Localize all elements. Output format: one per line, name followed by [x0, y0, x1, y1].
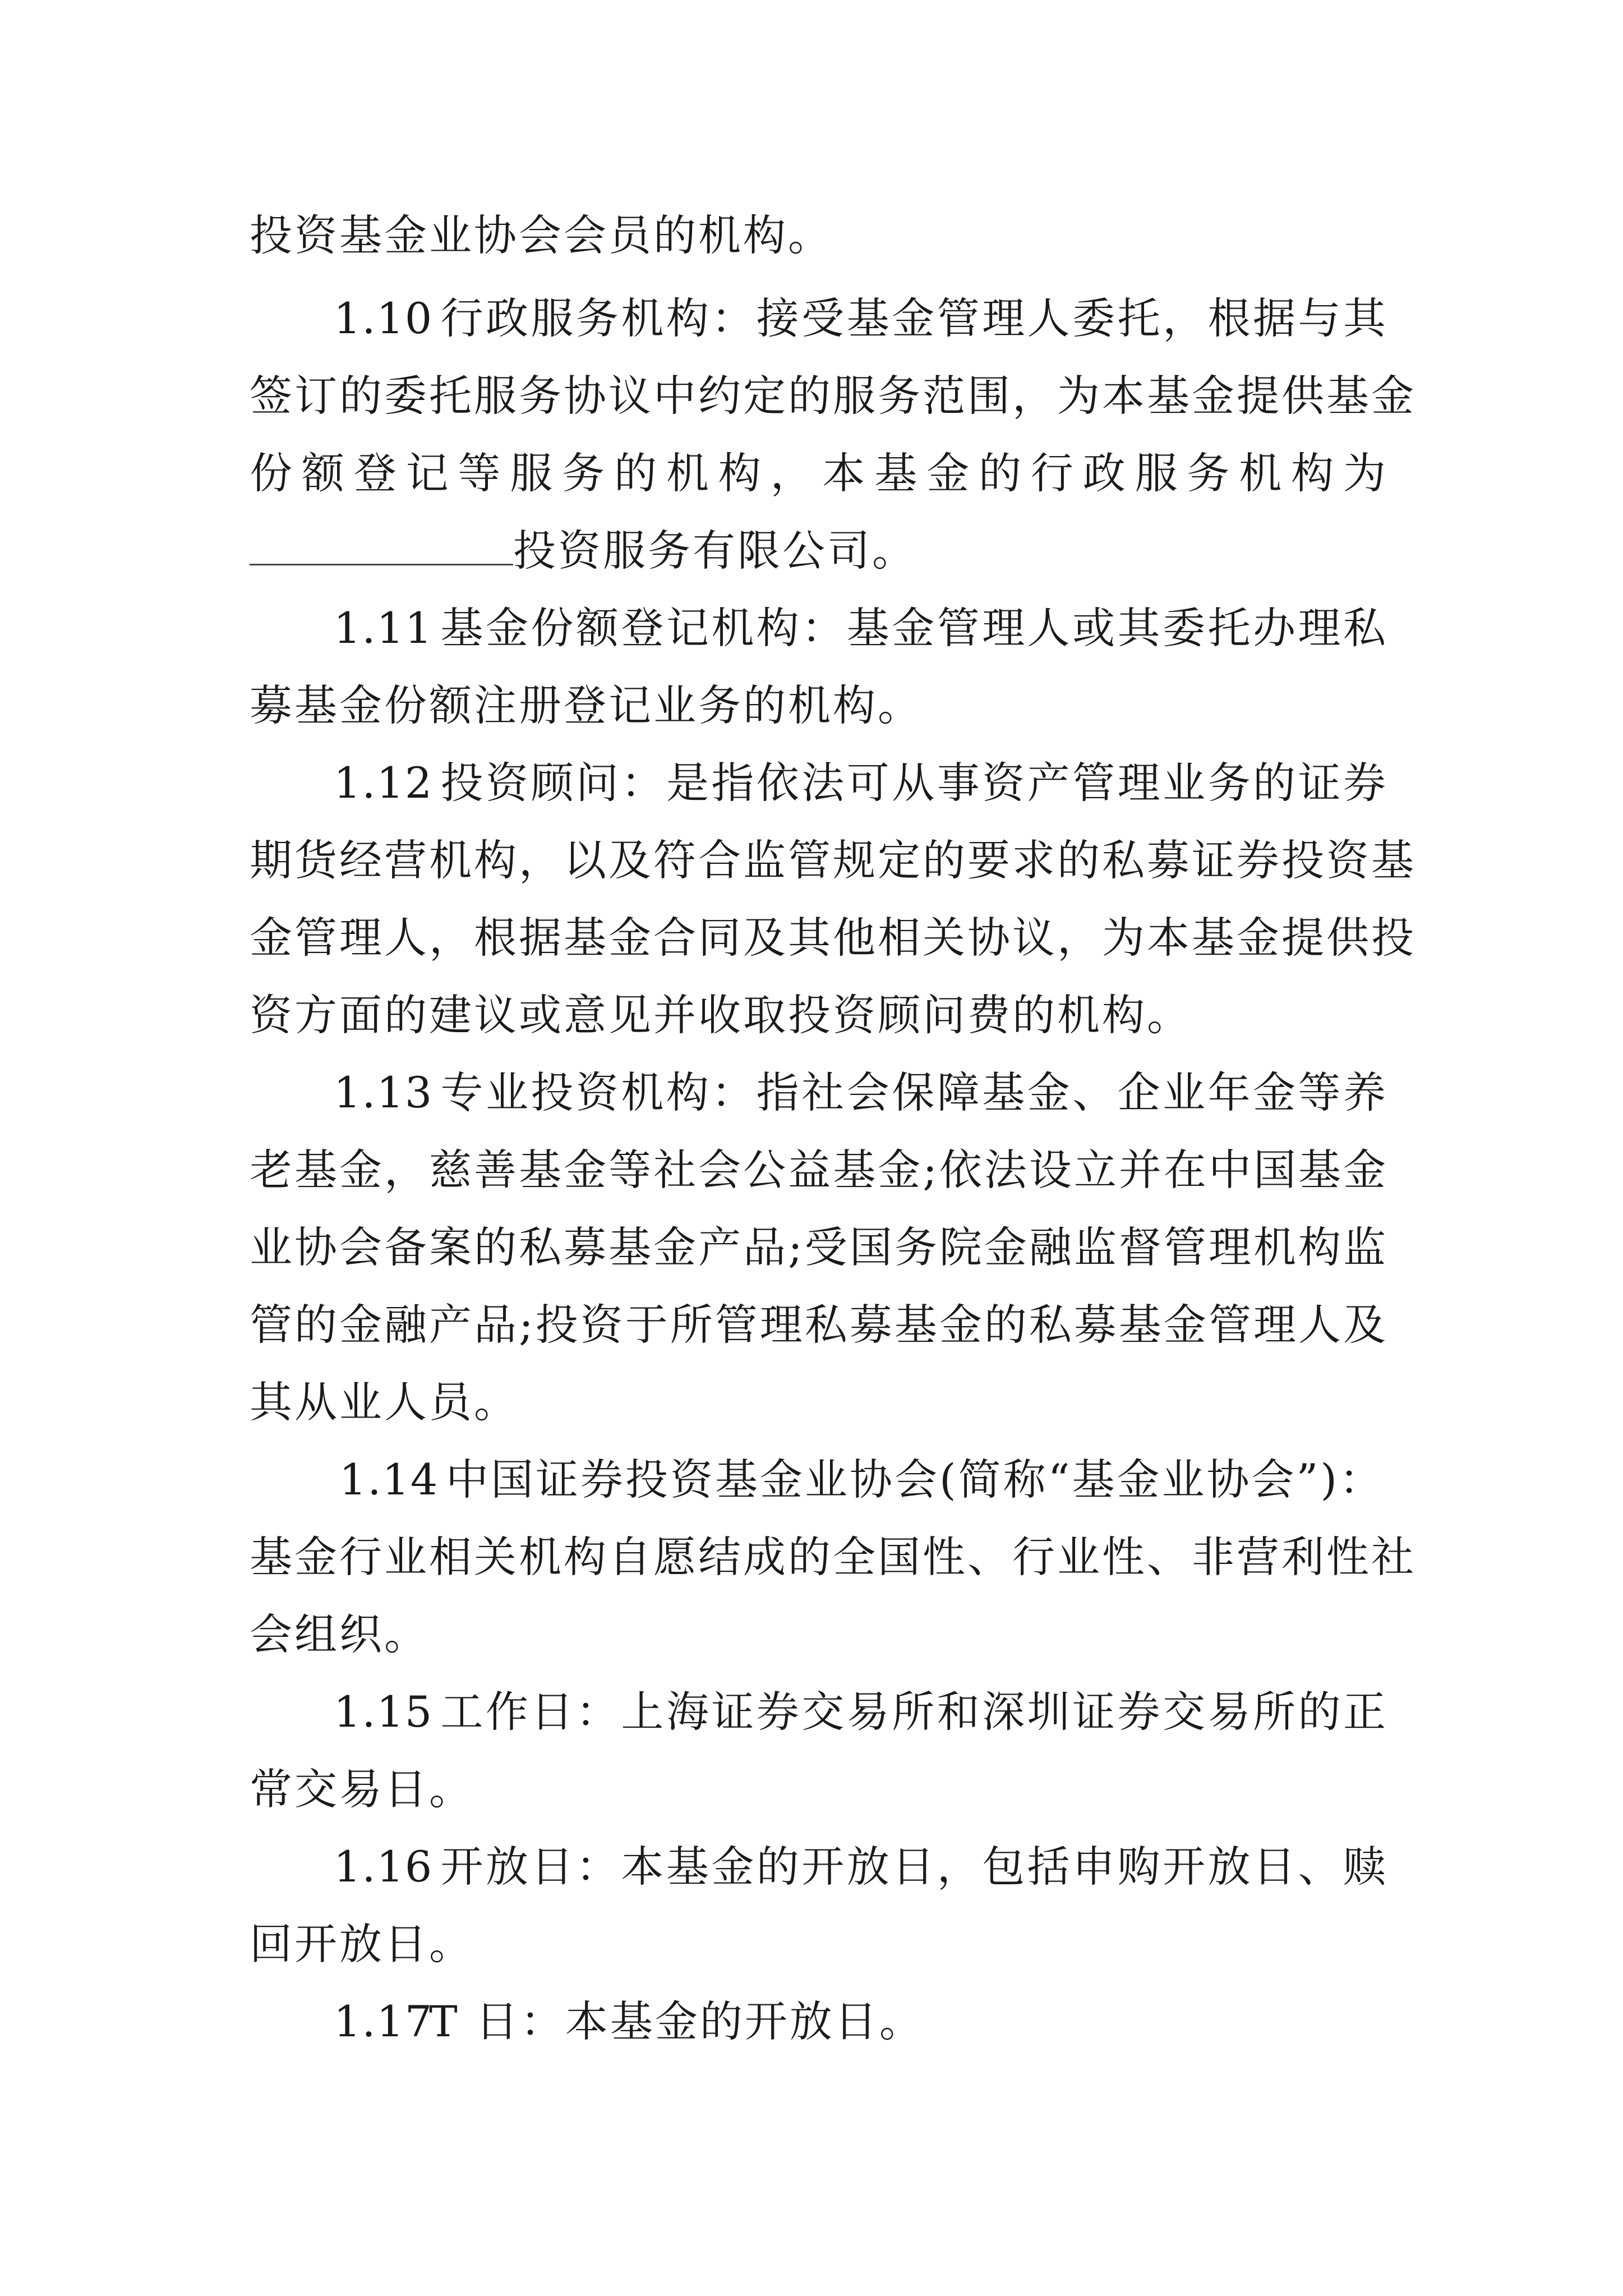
text-line: 其从业人员。: [250, 1377, 519, 1427]
clause-1-14-line-1: [339, 1452, 1384, 1508]
text-line: 份额登记等服务的机构，本基金的行政服务机构为: [250, 448, 1388, 498]
clause-number: 1.13: [334, 1068, 434, 1117]
clause-1-12-line-1: [334, 755, 1388, 811]
text-line: [250, 523, 917, 579]
clause-text: T 日：本基金的开放日。: [429, 1996, 924, 2046]
text-line: 资方面的建议或意见并收取投资顾问费的机构。: [250, 990, 1192, 1040]
text-line: 老基金，慈善基金等社会公益基金;依法设立并在中国基金: [250, 1145, 1388, 1195]
text-line: 会组织。: [250, 1609, 429, 1659]
clause-number: 1.15: [334, 1687, 434, 1737]
text-line: 投资基金业协会会员的机构。: [250, 210, 833, 260]
clause-text: 投资顾问：是指依法可从事资产管理业务的证券: [440, 758, 1388, 808]
clause-1-17-line-1: [334, 1994, 924, 2050]
text-line: 业协会备案的私募基金产品;受国务院金融监督管理机构监: [250, 1222, 1388, 1272]
clause-text: 基金份额登记机构：基金管理人或其委托办理私: [440, 603, 1388, 653]
clause-1-15-line-1: [334, 1684, 1388, 1740]
text-line: 金管理人，根据基金合同及其他相关协议，为本基金提供投: [250, 913, 1416, 963]
clause-text: 投资服务有限公司。: [513, 526, 917, 576]
clause-text: 中国证券投资基金业协会(简称“基金业协会”)：: [446, 1455, 1385, 1504]
clause-text: 工作日：上海证券交易所和深圳证券交易所的正: [440, 1687, 1388, 1737]
clause-number: 1.12: [334, 758, 434, 808]
clause-number: 1.17: [334, 1996, 434, 2046]
clause-text: 行政服务机构：接受基金管理人委托，根据与其: [440, 293, 1388, 343]
text-line: 管的金融产品;投资于所管理私募基金的私募基金管理人及: [250, 1300, 1388, 1350]
text-line: 期货经营机构，以及符合监管规定的要求的私募证券投资基: [250, 835, 1416, 885]
text-line: 募基金份额注册登记业务的机构。: [250, 680, 923, 730]
clause-number: 1.10: [334, 293, 434, 343]
clause-text: 开放日：本基金的开放日，包括申购开放日、赎: [440, 1842, 1388, 1892]
blank-underline: [250, 530, 513, 565]
text-line: 基金行业相关机构自愿结成的全国性、行业性、非营利性社: [250, 1532, 1416, 1582]
clause-1-10-line-1: [334, 291, 1388, 347]
clause-1-13-line-1: [334, 1065, 1388, 1121]
clause-text: 专业投资机构：指社会保障基金、企业年金等养: [440, 1068, 1388, 1117]
clause-number: 1.11: [334, 603, 434, 653]
clause-number: 1.16: [334, 1842, 434, 1892]
clause-1-11-line-1: [334, 600, 1388, 656]
clause-number: 1.14: [339, 1455, 439, 1504]
text-line: 常交易日。: [250, 1764, 474, 1814]
text-line: 签订的委托服务协议中约定的服务范围，为本基金提供基金: [250, 371, 1416, 421]
text-line: 回开放日。: [250, 1919, 474, 1969]
clause-1-16-line-1: [334, 1839, 1388, 1895]
